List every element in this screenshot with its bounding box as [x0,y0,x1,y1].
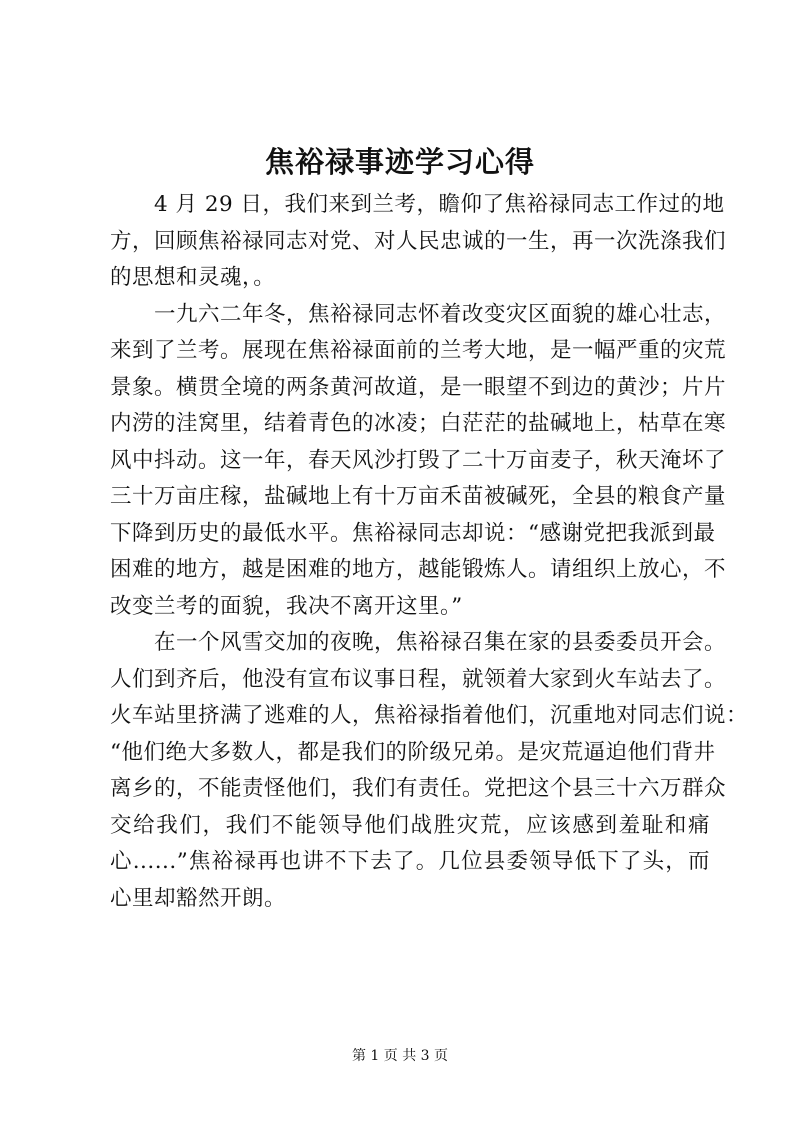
page-footer: 第 1 页 共 3 页 [351,1048,449,1064]
text-line: 来到了兰考。展现在焦裕禄面前的兰考大地，是一幅严重的灾荒 [110,338,727,363]
text-line: 三十万亩庄稼，盐碱地上有十万亩禾苗被碱死，全县的粮食产量 [110,484,727,509]
text-line: 的思想和灵魂，。 [110,265,276,290]
text-line: 人们到齐后，他没有宣布议事日程，就领着大家到火车站去了。 [110,666,727,692]
text-line: 火车站里挤满了逃难的人，焦裕禄指着他们，沉重地对同志们说： [110,703,749,728]
text-line: 改变兰考的面貌，我决不离开这里。” [110,593,463,619]
body-text [110,187,749,917]
text-line: 景象。横贯全境的两条黄河故道，是一眼望不到边的黄沙；片片 [110,374,727,400]
text-line: 风中抖动。这一年，春天风沙打毁了二十万亩麦子，秋天淹坏了 [110,447,727,473]
text-line: “他们绝大多数人，都是我们的阶级兄弟。是灾荒逼迫他们背井 [110,739,716,765]
text-line: 下降到历史的最低水平。焦裕禄同志却说：“感谢党把我派到最 [110,520,716,546]
text-line: 方，回顾焦裕禄同志对党、对人民忠诚的一生，再一次洗涤我们 [110,228,727,254]
text-line: 在一个风雪交加的夜晚，焦裕禄召集在家的县委委员开会。 [110,630,727,655]
text-line: 心里却豁然开朗。 [110,885,287,911]
page-title: 焦裕禄事迹学习心得 [264,145,535,179]
text-line: 内涝的洼窝里，结着青色的冰凌；白茫茫的盐碱地上，枯草在寒 [110,411,727,436]
text-line: 4 月 29 日，我们来到兰考，瞻仰了焦裕禄同志工作过的地 [110,192,725,217]
text-line: 离乡的，不能责怪他们，我们有责任。党把这个县三十六万群众 [110,776,727,801]
text-line: 交给我们，我们不能领导他们战胜灾荒，应该感到羞耻和痛 [110,812,710,838]
text-line: 心......”焦裕禄再也讲不下去了。几位县委领导低下了头，而 [110,849,710,874]
text-line: 困难的地方，越是困难的地方，越能锻炼人。请组织上放心，不 [110,557,727,582]
text-line: 一九六二年冬，焦裕禄同志怀着改变灾区面貌的雄心壮志， [110,301,727,327]
